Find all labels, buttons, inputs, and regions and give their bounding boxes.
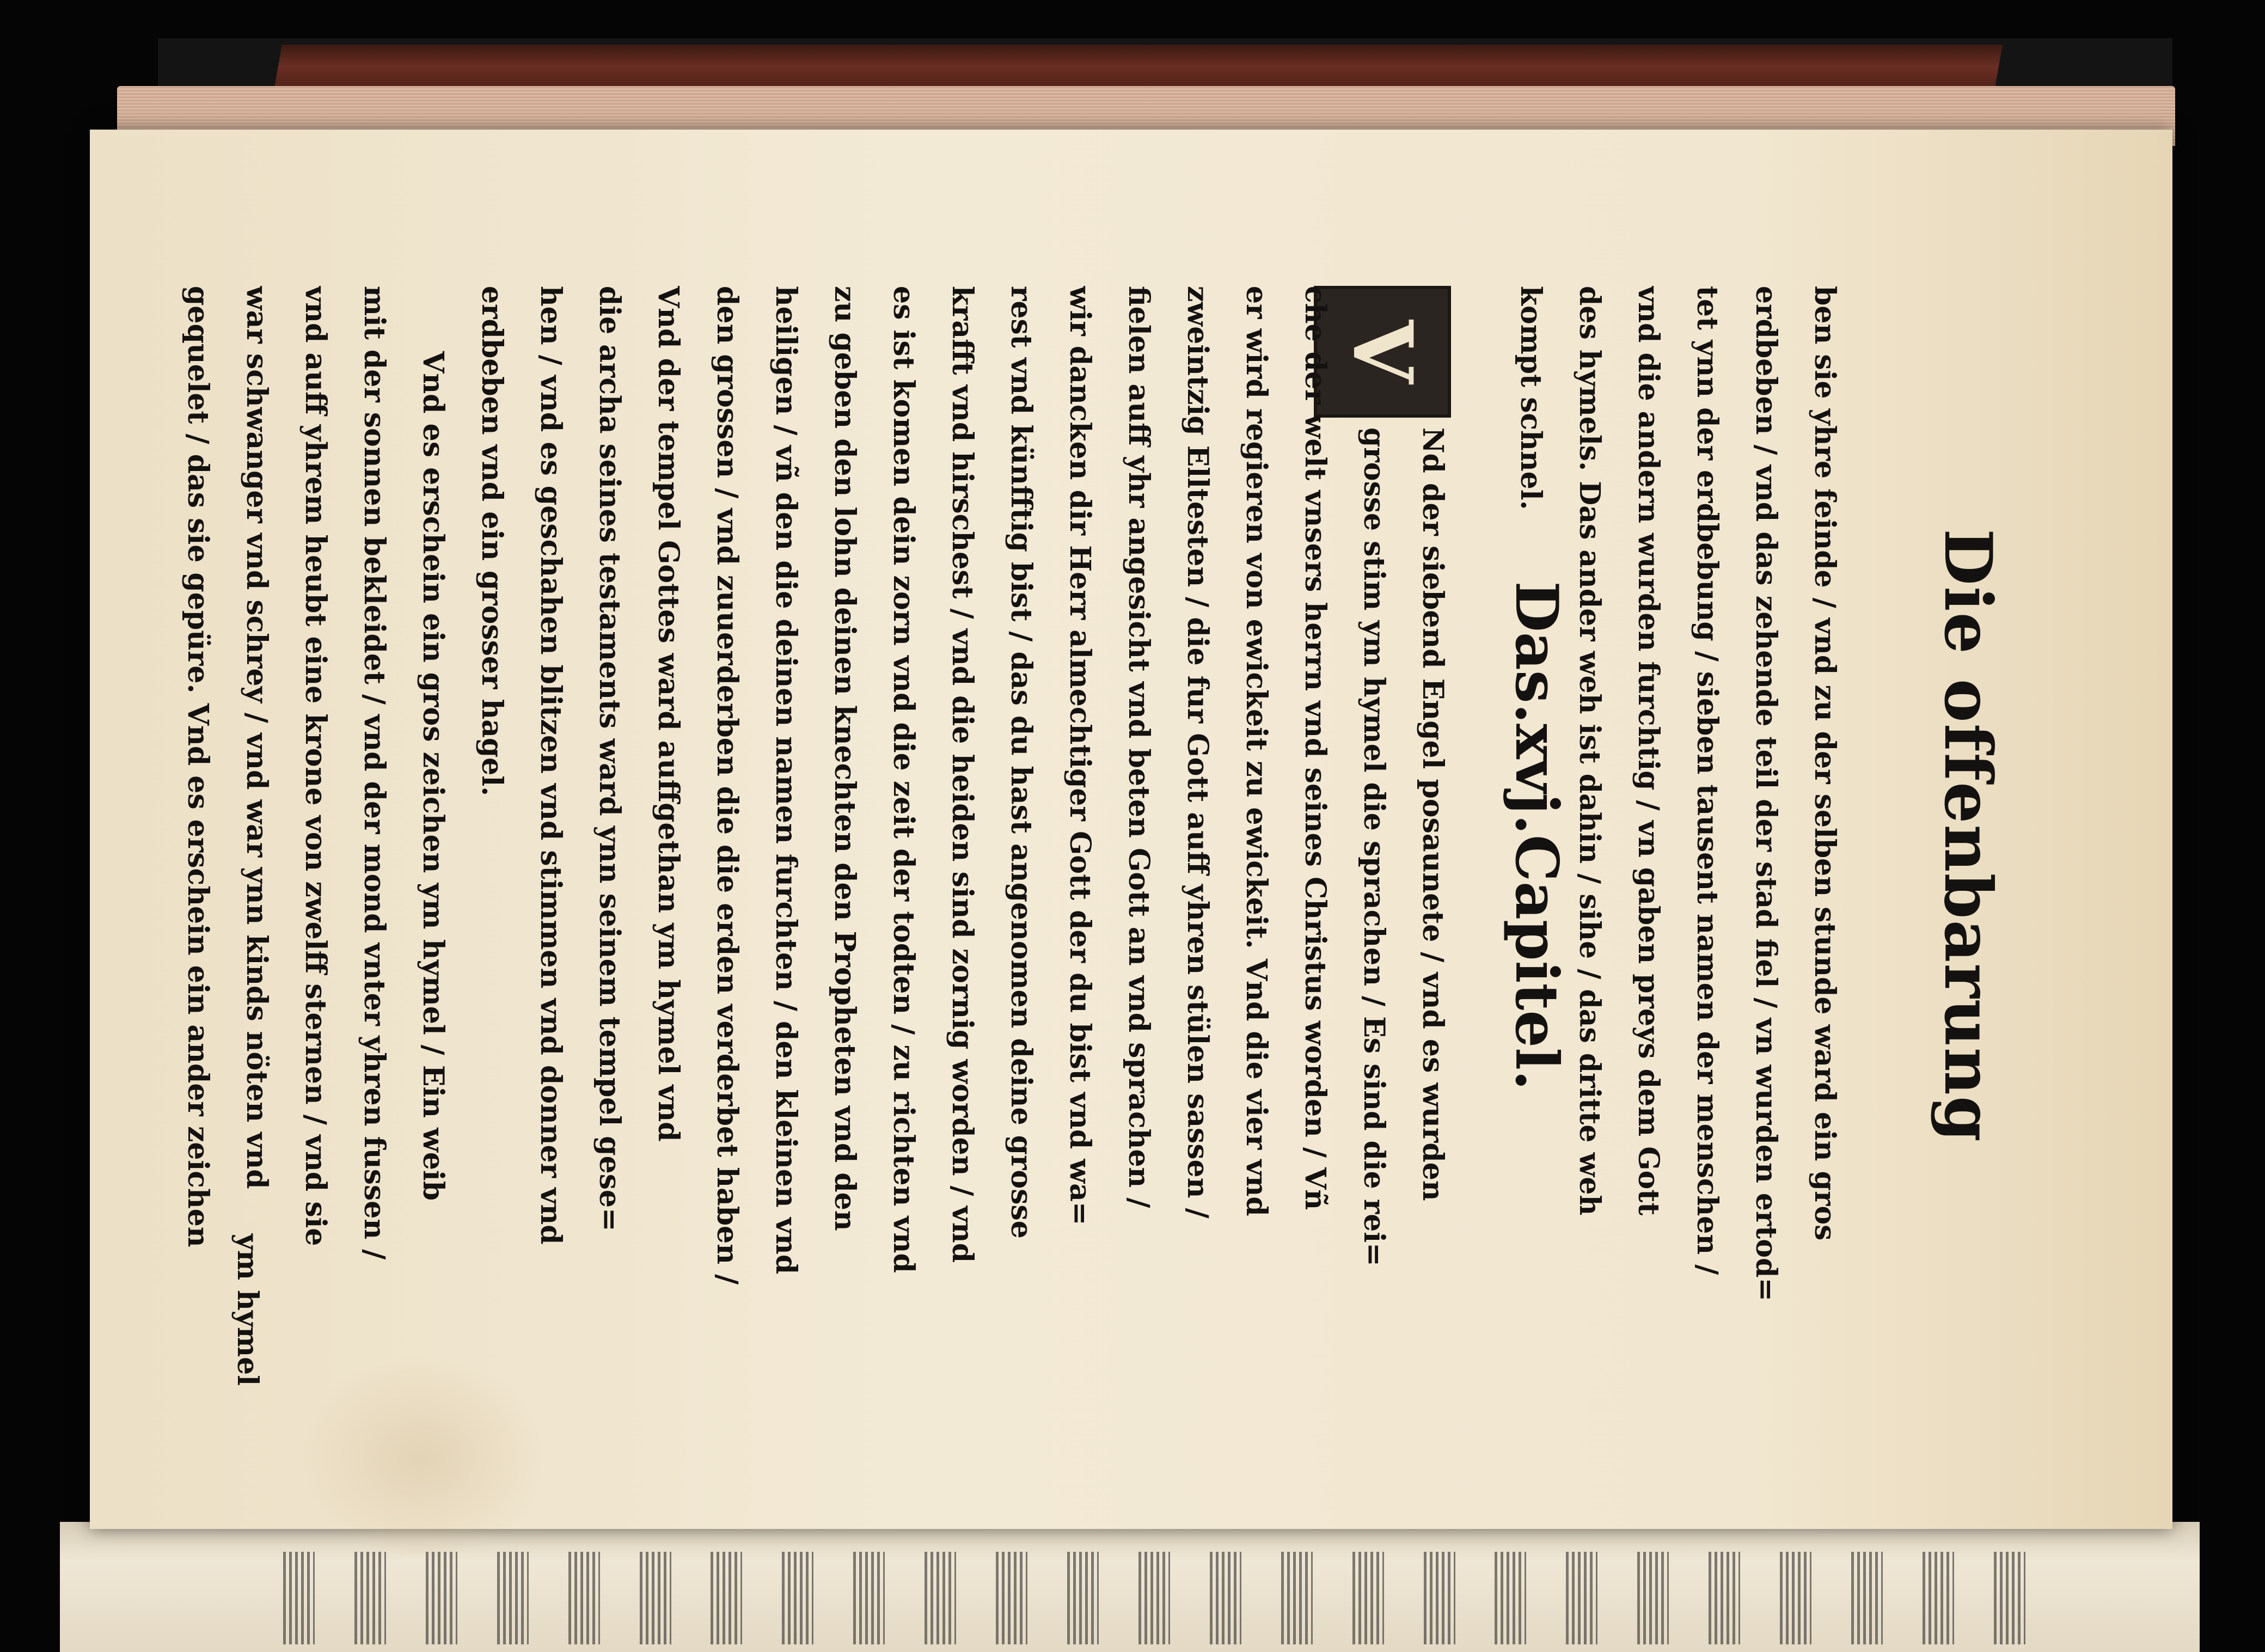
text-line: Nd der siebend Engel posaunete / vnd es wurden bbox=[1416, 427, 1449, 1201]
text-line: Vnd es erschein ein gros zeichen ym hymel / Ein weib bbox=[417, 351, 450, 1201]
text-line: vnd die andern wurden furchtig / vn gaben preys dem Gott bbox=[1632, 286, 1665, 1216]
initial-letter: V bbox=[1334, 320, 1430, 384]
text-line: wir dancken dir Herr almechtiger Gott der du bist vnd wa= bbox=[1063, 286, 1097, 1226]
text-line: ben sie yhre feinde / vnd zu der selben stunde ward ein gros bbox=[1808, 286, 1841, 1241]
text-line: fielen auff yhr angesicht vnd beten Gott an vnd sprachen / bbox=[1122, 286, 1155, 1208]
text-line: den grossen / vnd zuuerderben die die erden verderbet haben / bbox=[711, 286, 744, 1285]
running-title: Die offenbarung bbox=[1930, 529, 2006, 1143]
rotated-text-block bbox=[181, 253, 2039, 1424]
text-line: es ist komen dein zorn vnd die zeit der todten / zu richten vnd bbox=[887, 286, 920, 1273]
text-line: tet ynn der erdbebung / sieben tausent namen der menschen / bbox=[1691, 286, 1724, 1275]
text-line: heiligen / vñ den die deinen namen furchten / den kleinen vnd bbox=[769, 286, 803, 1275]
text-line: grosse stim ym hymel die sprachen / Es sind die rei= bbox=[1357, 427, 1391, 1266]
text-lines-after-heading bbox=[168, 286, 1462, 1386]
catchword: ym hymel bbox=[231, 1233, 264, 1386]
text-line: die archa seines testaments ward ynn seinem tempel gese= bbox=[593, 286, 626, 1232]
text-line: vnd auff yhrem heubt eine krone von zwelff sternen / vnd sie bbox=[299, 286, 332, 1246]
text-line: er wird regieren von ewickeit zu ewickeit. Vnd die vier vnd bbox=[1240, 286, 1273, 1216]
text-line: hen / vnd es geschahen blitzen vnd stimmen vnd donner vnd bbox=[534, 286, 567, 1245]
text-line: mit der sonnen bekleidet / vnd der mond vnter yhren fussen / bbox=[358, 286, 391, 1260]
text-line: erdbeben / vnd das zehende teil der stad fiel / vn wurden ertod= bbox=[1749, 286, 1783, 1302]
chapter-heading: Das.xvj.Capitel. bbox=[1502, 581, 1571, 1091]
text-line: gequelet / das sie gepüre. Vnd es erschein ein ander zeichen bbox=[181, 286, 215, 1247]
facing-page-text-bleed bbox=[283, 1552, 2025, 1644]
text-line: rest vnd künfftig bist / das du hast angenomen deine grosse bbox=[1005, 286, 1038, 1239]
text-line: erdbeben vnd ein grosser hagel. bbox=[475, 286, 509, 797]
text-line: kompt schnel. bbox=[1514, 286, 1547, 510]
text-line: war schwanger vnd schrey / vnd war ynn kinds nöten vnd bbox=[240, 286, 273, 1189]
text-line: krafft vnd hirschest / vnd die heiden sind zornig worden / vnd bbox=[946, 286, 979, 1263]
text-line: zu geben den lohn deinen knechten den Propheten vnd den bbox=[828, 286, 861, 1231]
text-line: Vnd der tempel Gottes ward auffgethan ym hymel vnd bbox=[652, 286, 685, 1142]
text-line: che der welt vnsers herrn vnd seines Christus worden / Vñ bbox=[1299, 286, 1332, 1210]
text-line: des hymels. Das ander weh ist dahin / sihe / das dritte weh bbox=[1573, 286, 1606, 1216]
text-line: zweintzig Elltesten / die fur Gott auff yhren stülen sassen / bbox=[1181, 286, 1214, 1219]
